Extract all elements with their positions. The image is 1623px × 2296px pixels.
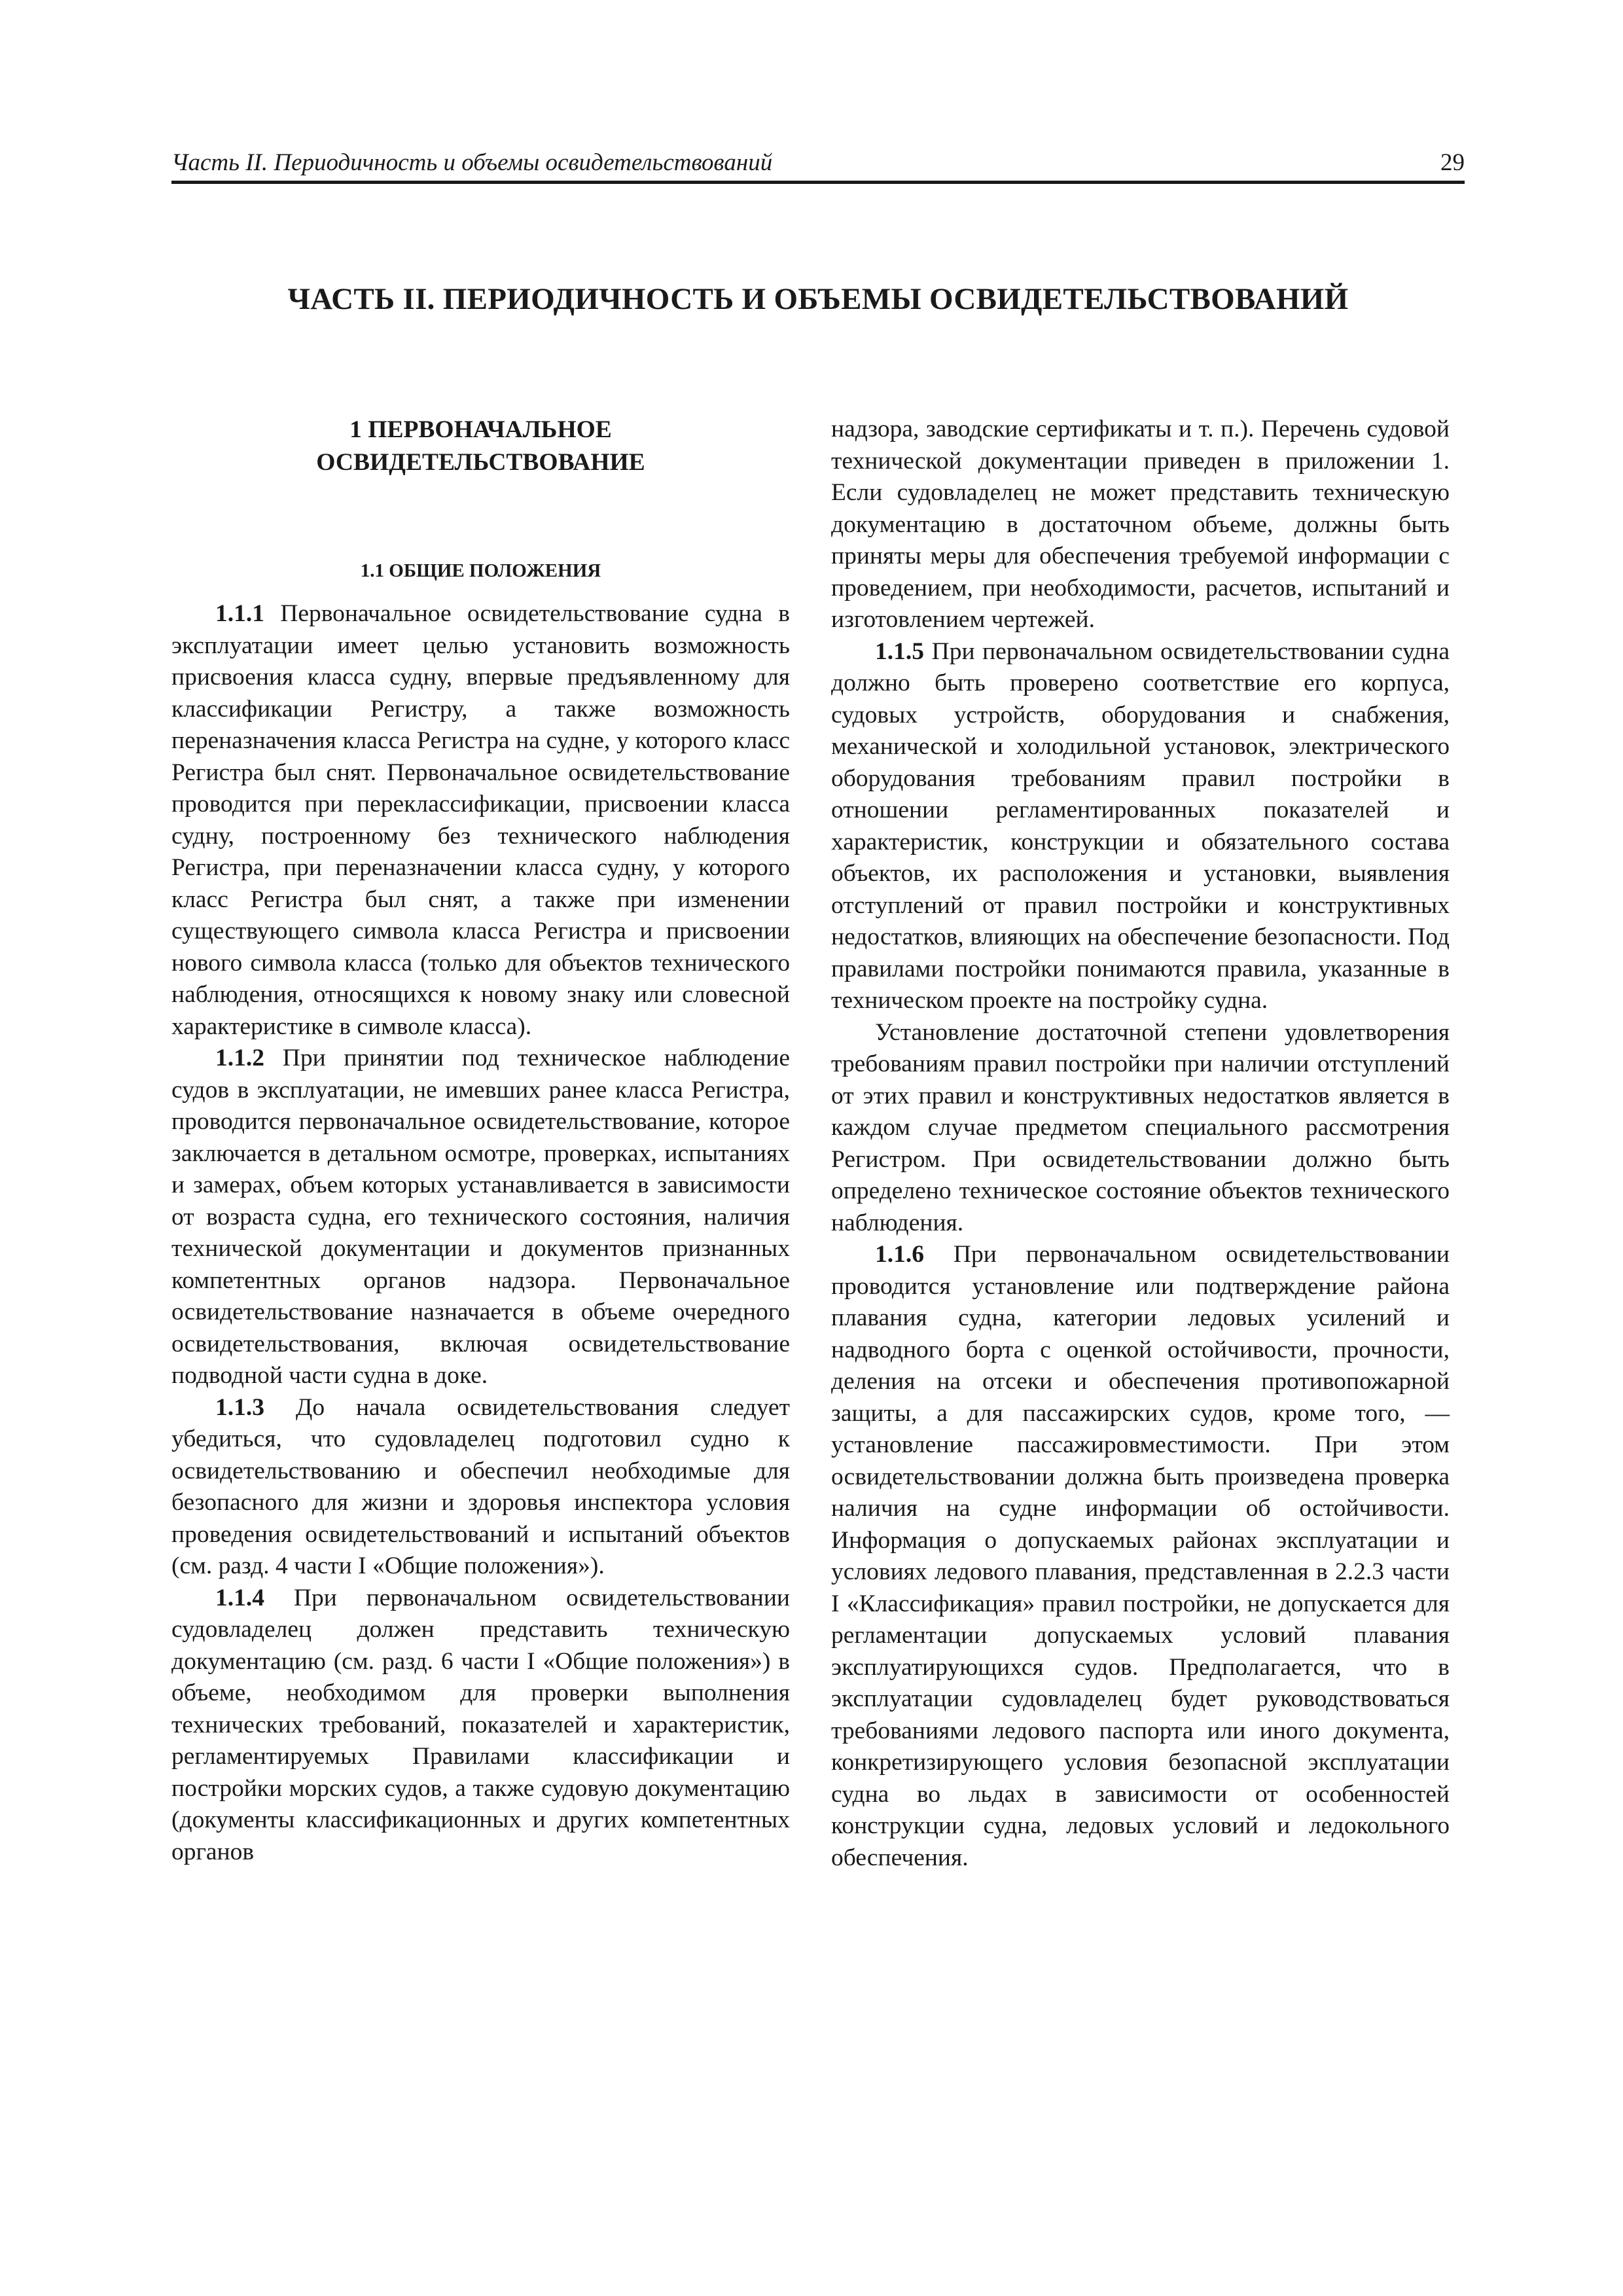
paragraph-number: 1.1.2: [215, 1045, 264, 1071]
paragraph-text: Первоначальное освидетельствование судна в эксплуатации имеет целью установить возможность присвоения класса судну, впервые предъявленному для классификации Регистру, а также возможность переназначения класса Регистра на судне, у которого класс Регистра был снят. Первоначальное освидетельствование проводится при переклассификации, присвоении класса судну, построенному без технического наблюдения Регистра, при переназначении класса судну, у которого класс Регистра был снят, а также при изменении существующего символа класса Регистра и присвоении нового символа класса (только для объектов технического наблюдения, относящихся к новому знаку или словесной характеристике в символе класса).: [171, 600, 791, 1040]
paragraph-number: 1.1.4: [215, 1584, 264, 1611]
paragraph-1-1-4-continued: надзора, заводские сертификаты и т. п.). Перечень судовой технической документации приведен в приложении 1. Если судовладелец не может представить техническую документацию в достаточном объеме, должны быть приняты меры для обеспечения требуемой информации с проведением, при необходимости, расчетов, испытаний и изготовлением чертежей.: [831, 416, 1450, 633]
paragraph-1-1-1: [171, 598, 790, 1043]
paragraph-1-1-6: [831, 1239, 1450, 1874]
part-title: ЧАСТЬ II. ПЕРИОДИЧНОСТЬ И ОБЪЕМЫ ОСВИДЕТЕЛЬСТВОВАНИЙ: [287, 282, 1349, 316]
right-column: [831, 414, 1450, 1874]
paragraph-text: При первоначальном освидетельствовании судовладелец должен представить техническую документацию (см. разд. 6 части I «Общие положения») в объеме, необходимом для проверки выполнения технических требований, показателей и характеристик, регламентируемых Правилами классификации и постройки морских судов, а также судовую документацию (документы классификационных и других компетентных органов: [171, 1584, 790, 1865]
running-title: Часть II. Периодичность и объемы освидетельствований: [171, 149, 773, 176]
paragraph-1-1-5-second: Установление достаточной степени удовлетворения требованиям правил постройки при наличии отступлений от этих правил и конструктивных недостатков является в каждом случае предметом специального рассмотрения Регистром. При освидетельствовании должно быть определено техническое состояние объектов технического наблюдения.: [831, 1018, 1450, 1236]
subsection-heading: 1.1 ОБЩИЕ ПОЛОЖЕНИЯ: [360, 560, 601, 581]
paragraph-number: 1.1.6: [875, 1241, 924, 1268]
section-heading-line2: ОСВИДЕТЕЛЬСТВОВАНИЕ: [316, 449, 645, 476]
paragraph-1-1-4: [171, 1583, 790, 1869]
paragraph-text: При принятии под техническое наблюдение судов в эксплуатации, не имевших ранее класса Регистра, проводится первоначальное освидетельствование, которое заключается в детальном осмотре, проверках, испытаниях и замерах, объем которых устанавливается в зависимости от возраста судна, его технического состояния, наличия технической документации и документов признанных компетентных органов надзора. Первоначальное освидетельствование назначается в объеме очередного освидетельствования, включая освидетельствование подводной части судна в доке.: [171, 1045, 791, 1389]
paragraph-text: До начала освидетельствования следует убедиться, что судовладелец подготовил судно к освидетельствованию и обеспечил необходимые для безопасного для жизни и здоровья инспектора условия проведения освидетельствований и испытаний объектов (см. разд. 4 части I «Общие положения»).: [171, 1393, 790, 1579]
paragraph-number: 1.1.3: [215, 1393, 264, 1421]
paragraph-1-1-5: [831, 636, 1450, 1017]
paragraph-1-1-3: [171, 1392, 790, 1583]
running-header: [171, 144, 1465, 184]
page-number: 29: [1440, 149, 1465, 176]
paragraph-text: При первоначальном освидетельствовании проводится установление или подтверждение района плавания судна, категории ледовых усилений и надводного борта с оценкой остойчивости, прочности, деления на отсеки и обеспечения противопожарной защиты, а для пассажирских судов, кроме того, — установление пассажировместимости. При этом освидетельствовании должна быть произведена проверка наличия на судне информации об остойчивости. Информация о допускаемых районах эксплуатации и условиях ледового плавания, представленная в 2.2.3 части I «Классификация» правил постройки, не допускается для регламентации допускаемых условий плавания эксплуатирующихся судов. Предполагается, что в эксплуатации судовладелец будет руководствоваться требованиями ледового паспорта или иного документа, конкретизирующего условия безопасной эксплуатации судна во льдах в зависимости от особенностей конструкции судна, ледовых условий и ледокольного обеспечения.: [831, 1241, 1450, 1871]
paragraph-number: 1.1.5: [875, 637, 924, 665]
left-column: [171, 414, 790, 1868]
section-heading: [171, 414, 790, 479]
paragraph-number: 1.1.1: [215, 600, 264, 627]
paragraph-1-1-2: [171, 1043, 790, 1392]
section-heading-line1: 1 ПЕРВОНАЧАЛЬНОЕ: [349, 416, 612, 443]
paragraph-text: При первоначальном освидетельствовании судна должно быть проверено соответствие его корпуса, судовых устройств, оборудования и снабжения, механической и холодильной установок, электрического оборудования требованиям правил постройки в отношении регламентированных показателей и характеристик, конструкции и обязательного состава объектов, их расположения и установки, выявления отступлений от правил постройки и конструктивных недостатков, влияющих на обеспечение безопасности. Под правилами постройки понимаются правила, указанные в техническом проекте на постройку судна.: [831, 637, 1450, 1014]
